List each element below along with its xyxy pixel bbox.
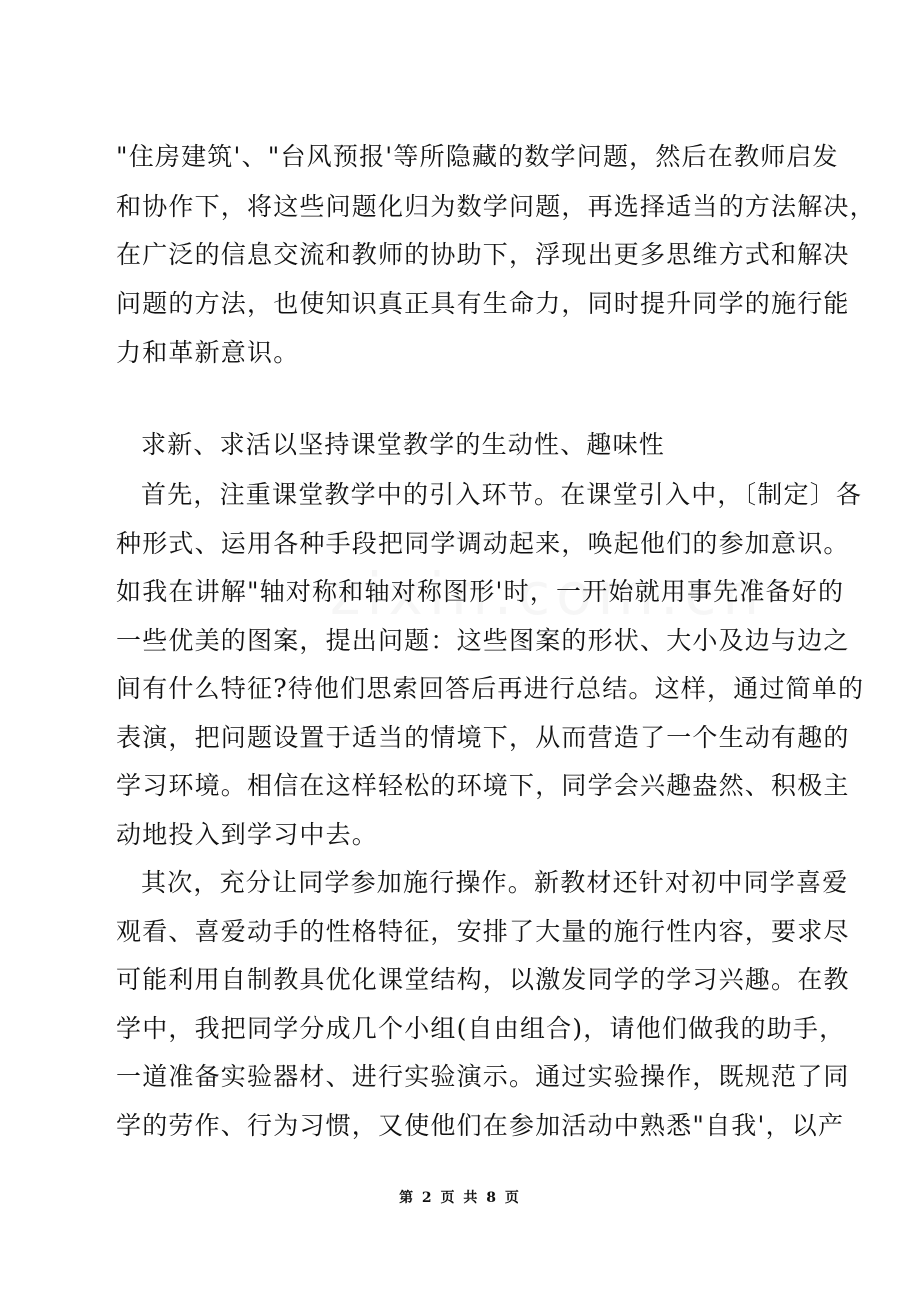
paragraph-3-line-3: 可能利用自制教具优化课堂结构，以激发同学的学习兴趣。在教 xyxy=(116,965,850,994)
paragraph-1-line-3: 在广泛的信息交流和教师的协助下，浮现出更多思维方式和解决 xyxy=(116,240,850,269)
paragraph-1-line-2: 和协作下，将这些问题化归为数学问题，再选择适当的方法解决， xyxy=(116,192,876,221)
paragraph-3-line-2: 观看、喜爱动手的性格特征，安排了大量的施行性内容，要求尽 xyxy=(116,917,850,946)
paragraph-2-line-5: 间有什么特征?待他们思索回答后再进行总结。这样，通过简单的 xyxy=(116,674,865,703)
paragraph-2-line-7: 学习环境。相信在这样轻松的环境下，同学会兴趣盎然、积极主 xyxy=(116,771,850,800)
paragraph-3-line-1: 其次，充分让同学参加施行操作。新教材还针对初中同学喜爱 xyxy=(141,868,849,897)
paragraph-2-line-2: 种形式、运用各种手段把同学调动起来，唤起他们的参加意识。 xyxy=(116,529,850,558)
paragraph-2-line-8: 动地投入到学习中去。 xyxy=(116,820,379,849)
paragraph-2-line-3: 如我在讲解"轴对称和轴对称图形'时，一开始就用事先准备好的 xyxy=(116,577,845,606)
paragraph-2-line-6: 表演，把问题设置于适当的情境下，从而营造了一个生动有趣的 xyxy=(116,723,850,752)
paragraph-1-line-1: "住房建筑'、"台风预报'等所隐藏的数学问题，然后在教师启发 xyxy=(116,142,839,171)
paragraph-3-line-6: 学的劳作、行为习惯，又使他们在参加活动中熟悉"自我'，以产 xyxy=(116,1111,845,1140)
paragraph-3-line-5: 一道准备实验器材、进行实验演示。通过实验操作，既规范了同 xyxy=(116,1062,850,1091)
paragraph-3-line-4: 学中，我把同学分成几个小组(自由组合)，请他们做我的助手， xyxy=(116,1014,846,1043)
paragraph-1-line-5: 力和革新意识。 xyxy=(116,338,300,367)
page-number-footer: 第 2 页 共 8 页 xyxy=(399,1190,521,1206)
paragraph-2-line-1: 首先，注重课堂教学中的引入环节。在课堂引入中，〔制定〕各 xyxy=(141,480,863,509)
paragraph-2-line-4: 一些优美的图案，提出问题：这些图案的形状、大小及边与边之 xyxy=(116,626,850,655)
section-heading: 求新、求活以坚持课堂教学的生动性、趣味性 xyxy=(141,430,666,459)
paragraph-1-line-4: 问题的方法，也使知识真正具有生命力，同时提升同学的施行能 xyxy=(116,289,850,318)
